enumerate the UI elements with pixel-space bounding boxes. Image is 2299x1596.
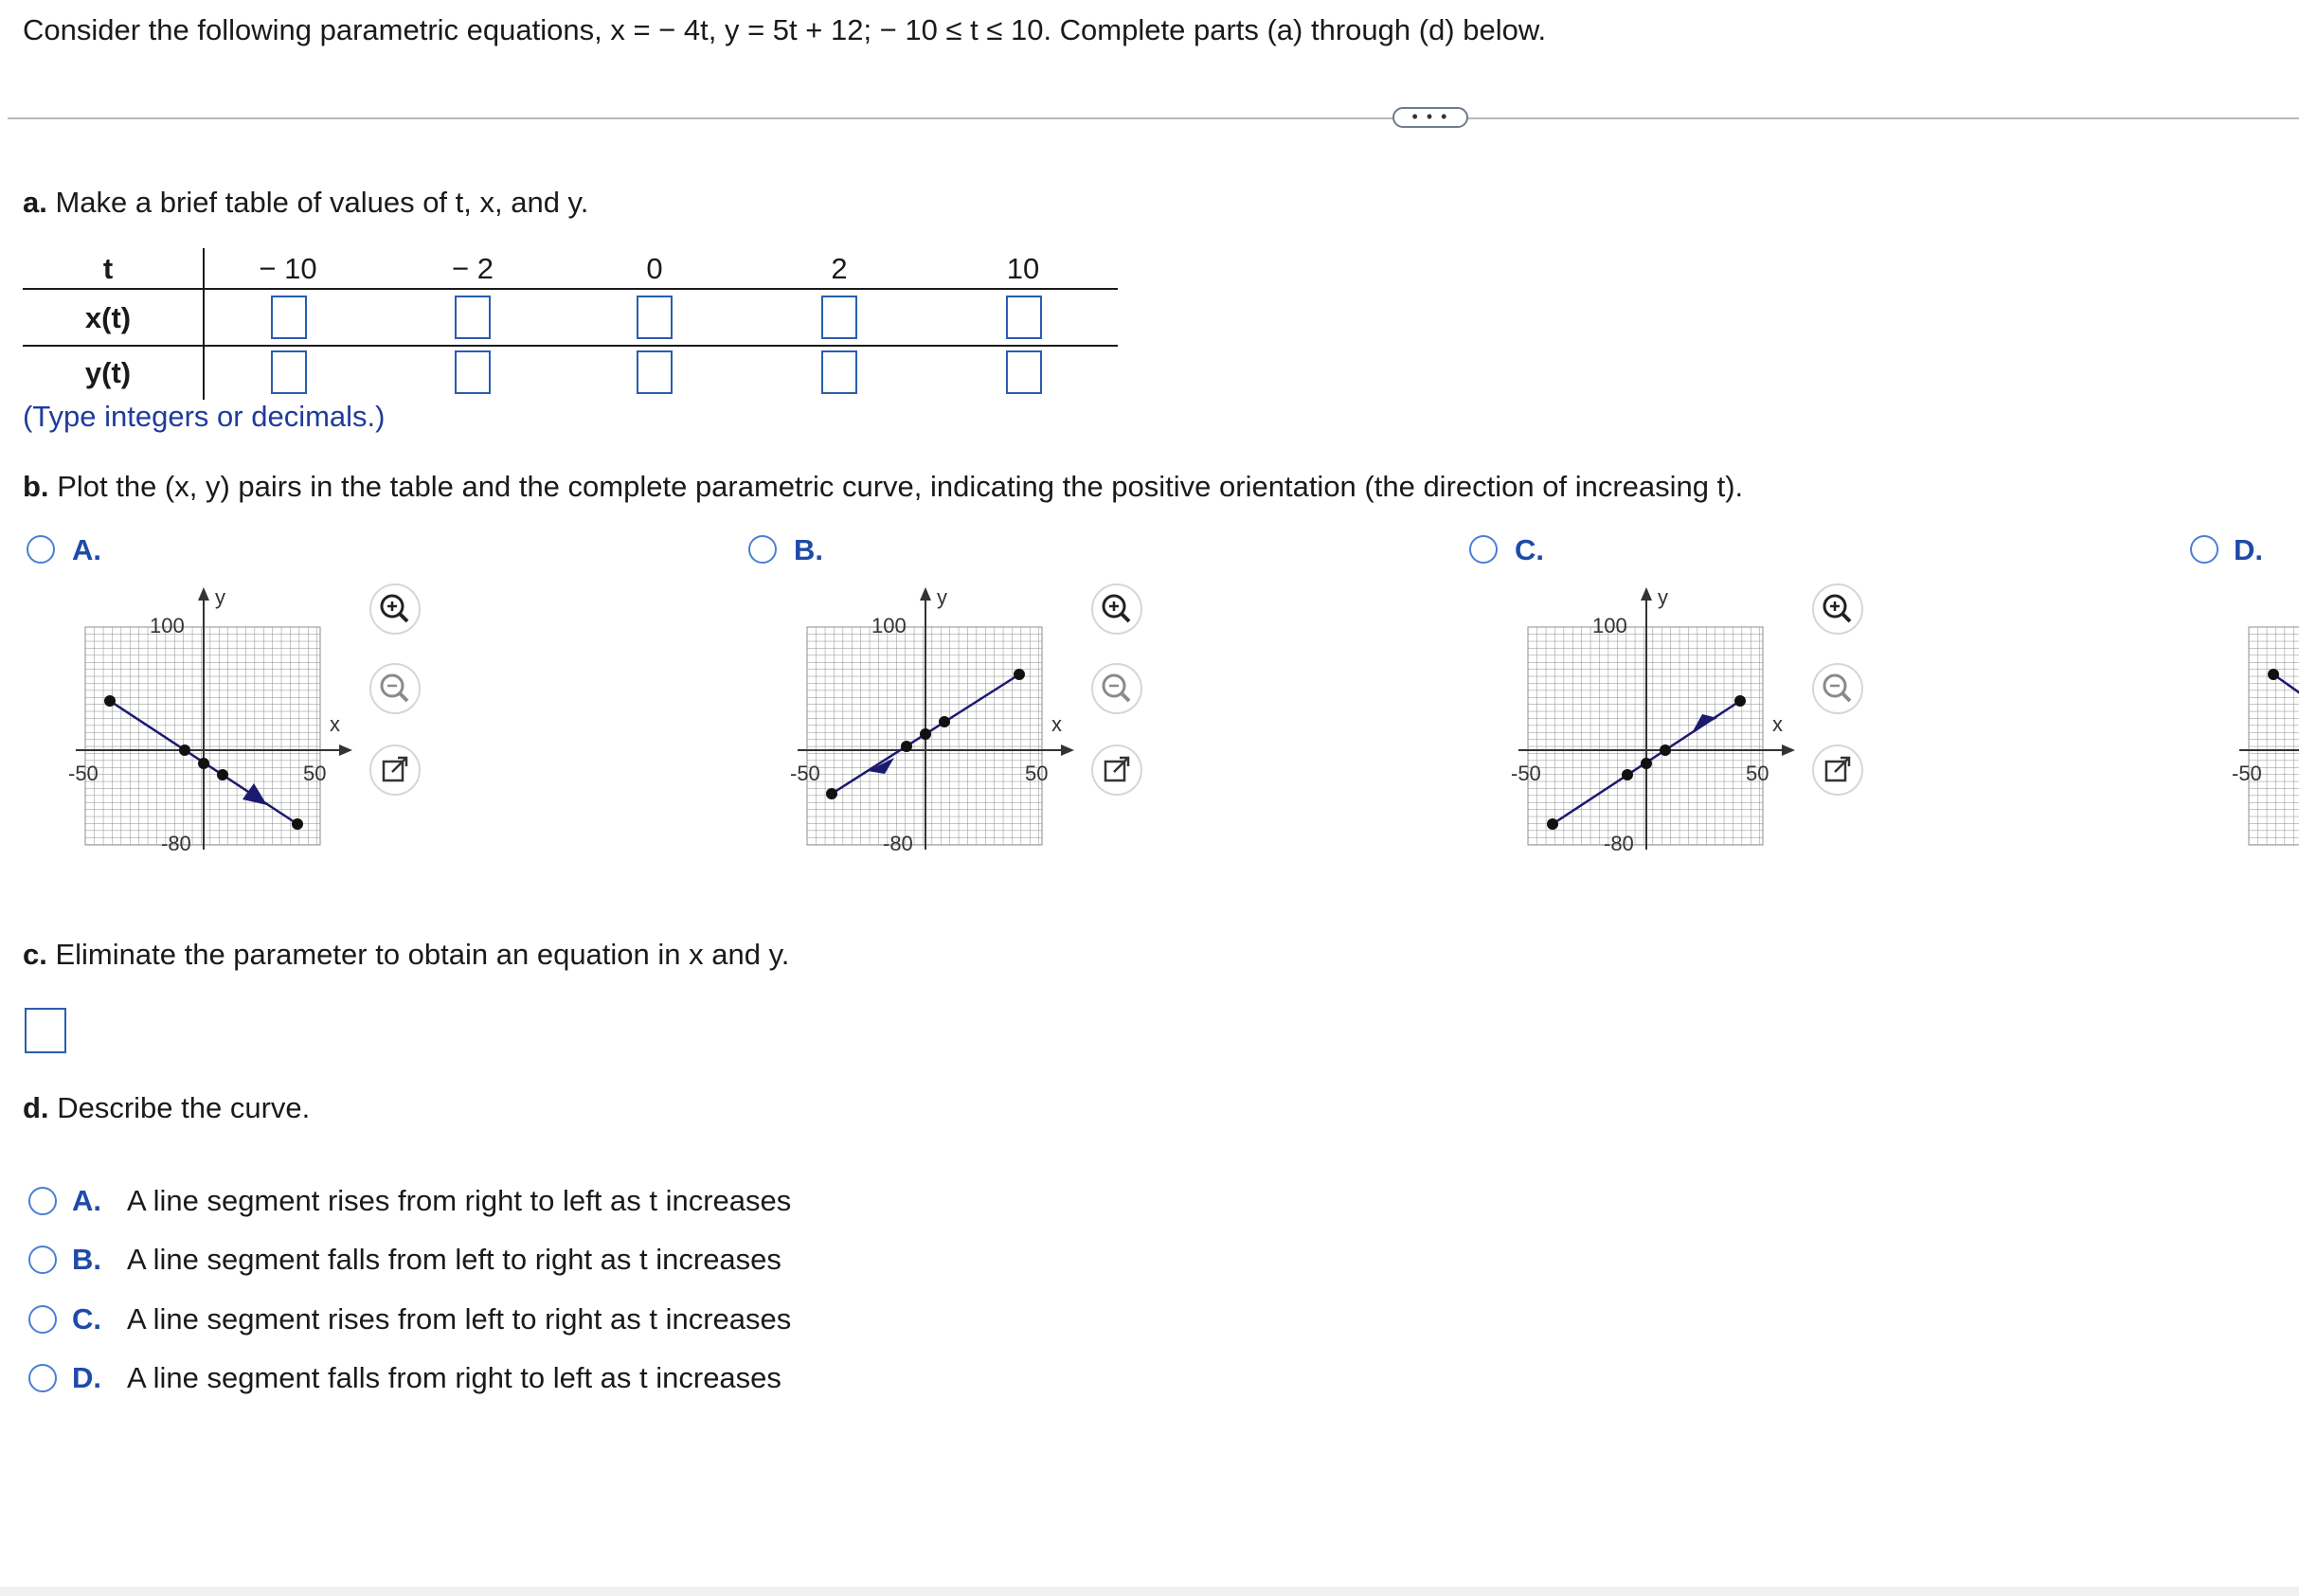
zoom-in-icon [371,585,419,633]
graph-c-zoom-out-button[interactable] [1812,663,1863,714]
t-value-3: 0 [646,252,663,285]
graph-c-popout-button[interactable] [1812,744,1863,796]
graph-c-xleft-label: -50 [1511,762,1541,785]
graph-a-point [198,758,209,769]
part-d-option-b-letter[interactable]: B. [72,1243,101,1276]
graph-b-x-arrow [1061,744,1074,756]
part-d-letter: d. [23,1091,49,1124]
part-d-option-d-text[interactable]: A line segment falls from right to left as t increases [127,1361,781,1394]
graph-a-xleft-label: -50 [68,762,99,785]
y-input-5[interactable] [1006,350,1042,394]
footer-bar [0,1587,2299,1596]
part-b-option-c-label[interactable]: C. [1515,533,1544,566]
zoom-in-icon [1093,585,1141,633]
question-prompt: Consider the following parametric equations, x = − 4t, y = 5t + 12; − 10 ≤ t ≤ 10. Complete parts (a) through (d) below. [23,13,1547,46]
part-d-text: Describe the curve. [57,1091,311,1124]
part-c-text: Eliminate the parameter to obtain an equation in x and y. [55,938,790,971]
part-d-option-a-radio[interactable] [28,1187,57,1215]
part-d-option-c-text[interactable]: A line segment rises from left to right as t increases [127,1302,792,1336]
t-value-1: − 10 [259,252,317,285]
graph-c-x-label: x [1772,712,1783,736]
graph-b-y-arrow [920,587,931,601]
row-label-t: t [102,252,114,285]
y-input-3[interactable] [637,350,673,394]
part-c-letter: c. [23,938,47,971]
x-input-3[interactable] [637,296,673,339]
table-rule-1 [23,288,1118,290]
zoom-in-icon [1814,585,1861,633]
part-b-option-d-radio[interactable] [2190,535,2218,564]
graph-b-point [826,788,837,799]
part-a-heading [23,186,588,220]
part-b-option-b-label[interactable]: B. [794,533,823,566]
graph-a-x-arrow [339,744,352,756]
part-a-letter: a. [23,186,47,219]
x-input-2[interactable] [455,296,491,339]
graph-d-grid [2249,627,2299,845]
graph-c-zoom-in-button[interactable] [1812,583,1863,635]
part-a-text: Make a brief table of values of t, x, and y. [55,186,589,219]
graph-b-xright-label: 50 [1025,762,1049,785]
zoom-out-icon [1814,665,1861,712]
popout-icon [371,746,419,794]
divider [8,117,2299,119]
y-input-1[interactable] [271,350,307,394]
graph-a-popout-button[interactable] [369,744,421,796]
row-label-x: x(t) [84,301,132,334]
more-button[interactable]: • • • [1392,107,1468,128]
part-d-option-d-letter[interactable]: D. [72,1361,101,1394]
graph-b-point [1014,669,1025,680]
part-c-heading [23,938,789,972]
values-table [23,248,1118,400]
part-b-heading [23,470,1743,504]
x-input-4[interactable] [821,296,857,339]
graph-option-c[interactable] [1500,580,1812,854]
row-label-y: y(t) [84,356,132,389]
table-rule-vertical [203,248,205,400]
graph-a-x-label: x [330,712,340,736]
t-value-5: 10 [1006,252,1040,285]
part-d-option-c-radio[interactable] [28,1305,57,1334]
graph-c-point [1641,758,1652,769]
part-d-heading [23,1091,310,1125]
graph-b-point [939,716,950,727]
popout-icon [1093,746,1141,794]
graph-c-point [1547,818,1558,830]
graph-c-xright-label: 50 [1746,762,1769,785]
graph-c-point [1660,744,1671,756]
input-hint: (Type integers or decimals.) [23,400,386,433]
graph-b-xleft-label: -50 [790,762,820,785]
zoom-out-icon [371,665,419,712]
graph-c-ytop-label: 100 [1592,614,1627,637]
t-value-2: − 2 [452,252,494,285]
graph-c-point [1622,769,1633,780]
graph-option-b[interactable] [779,580,1091,854]
graph-a-ybottom-label: -80 [161,832,191,854]
graph-d-xleft-label: -50 [2232,762,2262,785]
part-b-text: Plot the (x, y) pairs in the table and the complete parametric curve, indicating the positive orientation (the direction of increasing t). [57,470,1744,503]
popout-icon [1814,746,1861,794]
part-d-option-b-radio[interactable] [28,1246,57,1274]
part-d-option-a-letter[interactable]: A. [72,1184,101,1217]
part-d-option-d-radio[interactable] [28,1364,57,1392]
graph-b-point [920,728,931,740]
graph-a-y-label: y [215,585,225,609]
part-b-option-a-radio[interactable] [27,535,55,564]
graph-option-a[interactable] [57,580,369,854]
part-b-letter: b. [23,470,49,503]
graph-a-xright-label: 50 [303,762,327,785]
graph-a-zoom-in-button[interactable] [369,583,421,635]
part-b-option-d-label[interactable]: D. [2234,533,2263,566]
x-input-1[interactable] [271,296,307,339]
graph-b-point [901,741,912,752]
graph-b-zoom-out-button[interactable] [1091,663,1142,714]
graph-a-point [292,818,303,830]
graph-c-y-label: y [1658,585,1668,609]
graph-c-y-arrow [1641,587,1652,601]
part-d-option-a-text[interactable]: A line segment rises from right to left as t increases [127,1184,792,1217]
graph-b-ytop-label: 100 [871,614,907,637]
graph-c-ybottom-label: -80 [1604,832,1634,854]
zoom-out-icon [1093,665,1141,712]
x-input-5[interactable] [1006,296,1042,339]
graph-d-point [2268,669,2279,680]
part-b-option-a-label[interactable]: A. [72,533,101,566]
graph-b-ybottom-label: -80 [883,832,913,854]
graph-c-x-arrow [1782,744,1795,756]
graph-c-point [1734,695,1746,707]
table-rule-2 [23,345,1118,347]
graph-option-d[interactable] [2220,580,2299,854]
part-b-option-c-radio[interactable] [1469,535,1498,564]
graph-a-ytop-label: 100 [150,614,185,637]
graph-a-point [217,769,228,780]
graph-a-point [179,744,190,756]
graph-a-y-arrow [198,587,209,601]
graph-b-popout-button[interactable] [1091,744,1142,796]
part-b-option-b-radio[interactable] [748,535,777,564]
graph-a-zoom-out-button[interactable] [369,663,421,714]
y-input-4[interactable] [821,350,857,394]
graph-b-zoom-in-button[interactable] [1091,583,1142,635]
equation-input[interactable] [25,1008,66,1053]
part-d-option-b-text[interactable]: A line segment falls from left to right as t increases [127,1243,781,1276]
t-value-4: 2 [831,252,848,285]
part-d-option-c-letter[interactable]: C. [72,1302,101,1336]
y-input-2[interactable] [455,350,491,394]
graph-b-y-label: y [937,585,947,609]
graph-b-x-label: x [1051,712,1062,736]
graph-a-point [104,695,116,707]
